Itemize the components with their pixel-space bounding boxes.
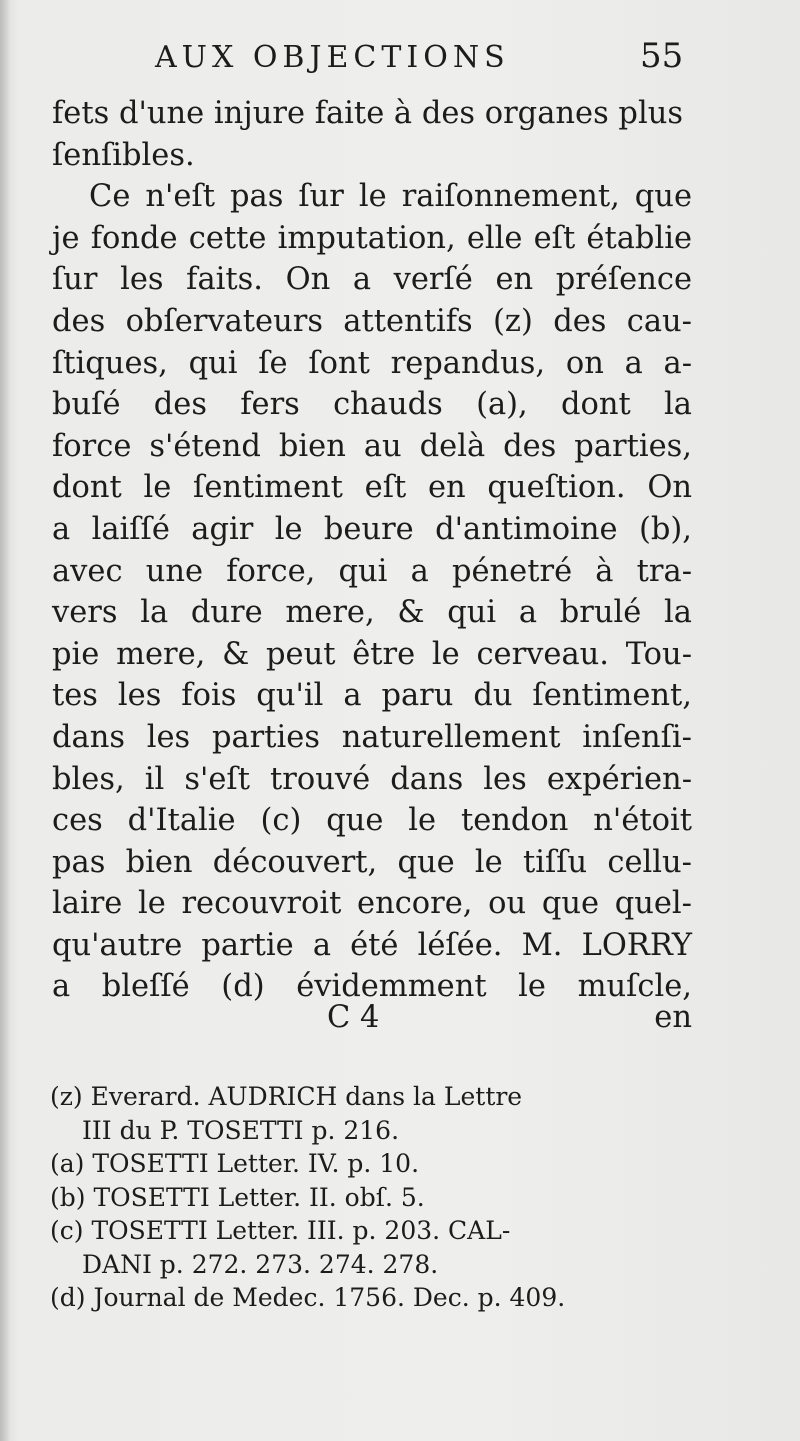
text-line: vers la dure mere, & qui a brulé la [52, 595, 692, 631]
footnote-line: III du P. TOSETTI p. 216. [82, 1115, 400, 1145]
text-line: ſtiques, qui ſe ſont repandus, on a a- [52, 345, 692, 381]
body-text [52, 93, 692, 1008]
footnotes [50, 1080, 710, 1315]
footnote-line: (d) Journal de Medec. 1756. Dec. p. 409. [50, 1283, 566, 1312]
footnote-line: (a) TOSETTI Letter. IV. p. 10. [50, 1149, 420, 1178]
text-line: buſé des fers chauds (a), dont la [52, 387, 692, 423]
signature-line [52, 1000, 692, 1042]
text-line: Ce n'eſt pas ſur le raiſonnement, que [89, 179, 692, 215]
text-line: fets d'une injure faite à des organes plus [52, 96, 683, 131]
text-line: qu'autre partie a été léſée. M. LORRY [52, 927, 692, 963]
running-head: AUX OBJECTIONS [155, 40, 510, 75]
text-line: tes les fois qu'il a paru du ſentiment, [52, 678, 692, 714]
catchword: en [654, 1000, 692, 1035]
text-line: dont le ſentiment eſt en queſtion. On [52, 470, 692, 506]
footnote-line: (b) TOSETTI Letter. II. obſ. 5. [50, 1182, 425, 1212]
printer-signature-mark: C 4 [327, 1000, 380, 1035]
text-line: a bleſſé (d) évidemment le muſcle, [52, 969, 692, 1005]
text-line: ces d'Italie (c) que le tendon n'étoit [52, 803, 692, 839]
text-line: ſenſibles. [52, 137, 195, 173]
text-line: dans les parties naturellement inſenſi- [52, 719, 692, 755]
footnote-line: (c) TOSETTI Letter. III. p. 203. CAL- [50, 1216, 511, 1245]
text-line: force s'étend bien au delà des parties, [52, 428, 692, 464]
text-line: laire le recouvroit encore, ou que quel- [52, 886, 692, 922]
text-line: ſur les faits. On a verſé en préſence [52, 262, 692, 298]
text-line: bles, il s'eſt trouvé dans les expérien- [52, 761, 692, 797]
text-line: a laiſſé agir le beure d'antimoine (b), [52, 511, 692, 547]
text-line: pas bien découvert, que le tiſſu cellu- [52, 844, 692, 880]
footnote-line: (z) Everard. AUDRICH dans la Lettre [50, 1082, 523, 1111]
footnote-line: DANI p. 272. 273. 274. 278. [82, 1249, 439, 1279]
page-gutter-shadow [0, 0, 10, 1441]
text-line: des obſervateurs attentifs (z) des cau- [52, 303, 692, 339]
text-line: je fonde cette imputation, elle eſt établie [52, 220, 692, 256]
page-number: 55 [640, 36, 684, 76]
text-line: avec une force, qui a pénetré à tra- [52, 553, 692, 589]
text-line: pie mere, & peut être le cerveau. Tou- [52, 636, 692, 672]
